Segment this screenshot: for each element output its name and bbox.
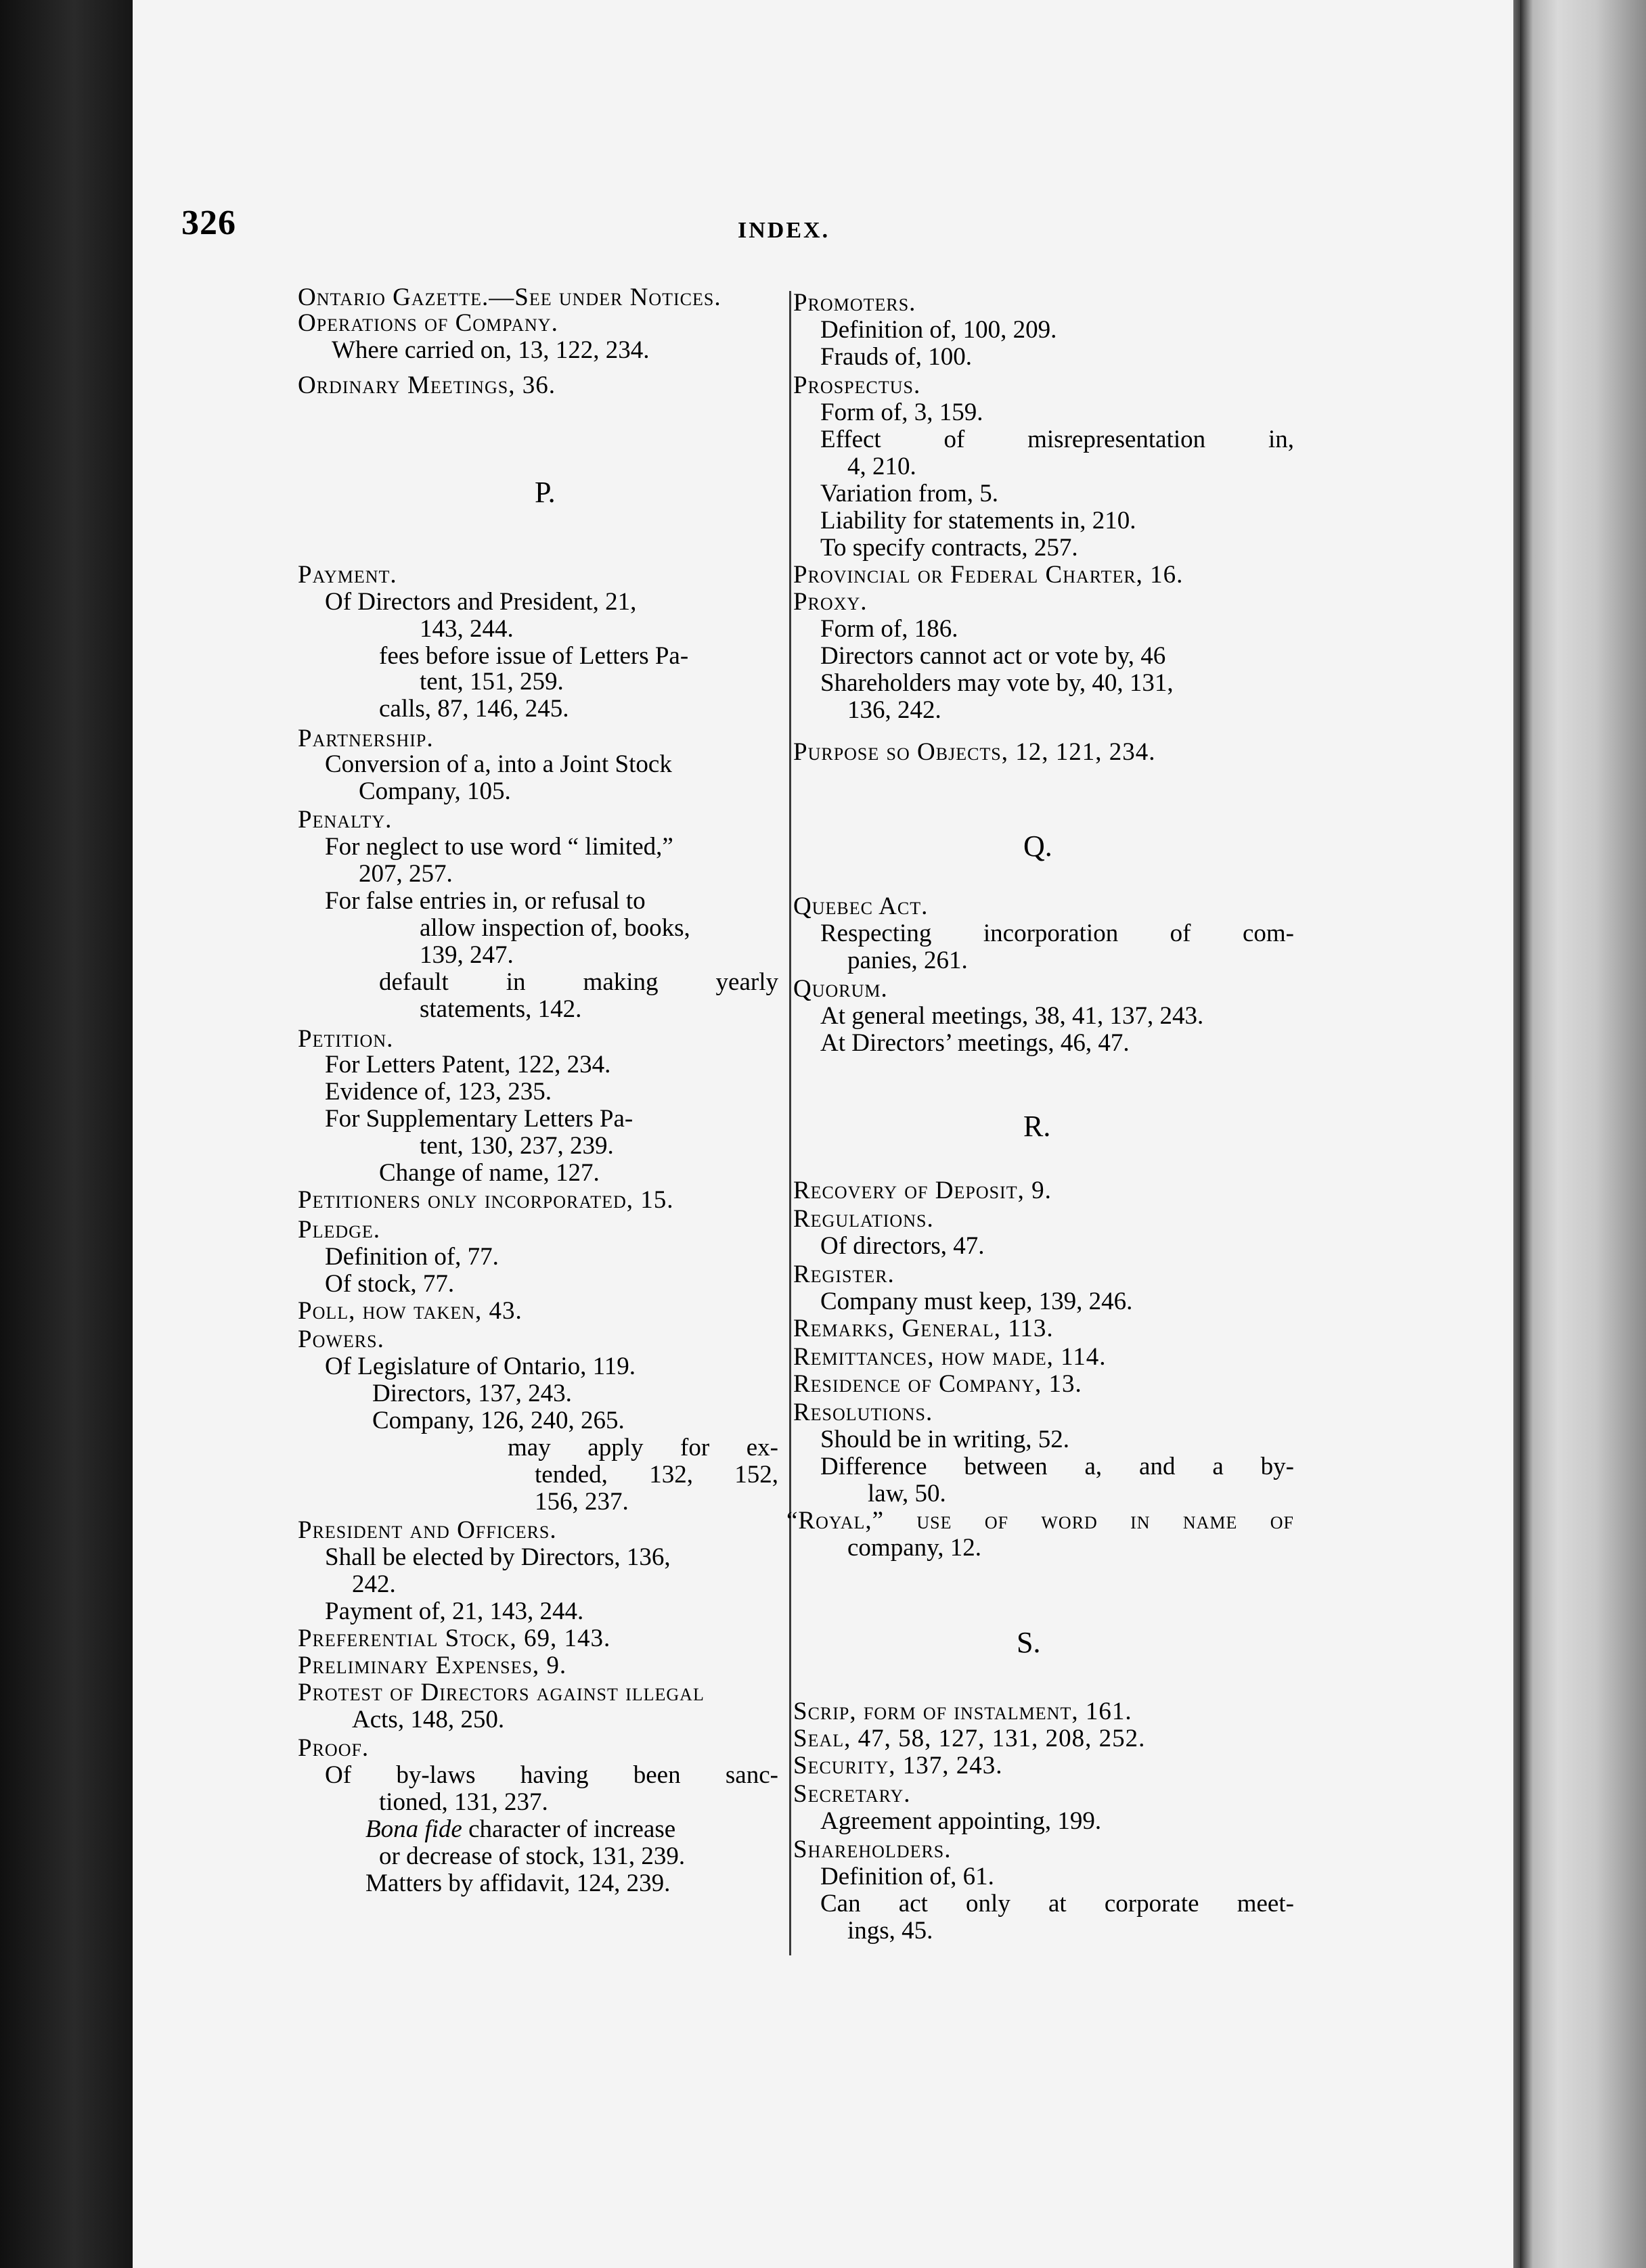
index-entry: Should be in writing, 52.	[820, 1426, 1069, 1453]
index-entry: 207, 257.	[359, 860, 453, 888]
index-heading: “Royal,” use of word in name of	[786, 1507, 1294, 1535]
index-entry: fees before issue of Letters Pa-	[379, 642, 689, 670]
index-heading: Remittances, how made, 114.	[793, 1343, 1107, 1371]
index-entry: At Directors’ meetings, 46, 47.	[820, 1029, 1130, 1057]
index-entry: 242.	[352, 1570, 396, 1598]
index-heading: Pledge.	[298, 1216, 381, 1244]
index-entry: Definition of, 77.	[325, 1243, 499, 1271]
index-entry: tent, 130, 237, 239.	[420, 1132, 614, 1160]
index-entry: To specify contracts, 257.	[820, 534, 1078, 562]
index-entry: For Letters Patent, 122, 234.	[325, 1051, 611, 1079]
adjacent-page-edge	[1520, 0, 1646, 2268]
index-entry: 4, 210.	[847, 453, 916, 480]
index-heading: Ordinary Meetings, 36.	[298, 371, 556, 399]
index-heading: Secretary.	[793, 1780, 911, 1808]
index-entry: company, 12.	[847, 1534, 981, 1562]
index-entry: or decrease of stock, 131, 239.	[379, 1842, 686, 1870]
index-heading: Proxy.	[793, 588, 868, 616]
index-heading: Scrip, form of instalment, 161.	[793, 1698, 1132, 1725]
index-heading: Provincial or Federal Charter, 16.	[793, 561, 1184, 589]
index-heading: Powers.	[298, 1325, 384, 1353]
index-heading: Security, 137, 243.	[793, 1752, 1003, 1779]
index-entry: law, 50.	[868, 1480, 946, 1507]
index-entry: Of directors, 47.	[820, 1232, 985, 1260]
index-entry: For neglect to use word “ limited,”	[325, 833, 673, 861]
index-entry: Bona fide character of increase	[365, 1815, 676, 1843]
index-entry: tent, 151, 259.	[420, 668, 564, 696]
index-entry: For Supplementary Letters Pa-	[325, 1105, 633, 1133]
index-entry: 143, 244.	[420, 615, 514, 643]
index-heading: Prospectus.	[793, 371, 921, 399]
book-binding-left	[0, 0, 135, 2268]
index-entry: 139, 247.	[420, 941, 514, 969]
index-entry: Shareholders may vote by, 40, 131,	[820, 669, 1174, 697]
index-heading: Recovery of Deposit, 9.	[793, 1177, 1052, 1204]
index-entry: Definition of, 100, 209.	[820, 316, 1057, 344]
index-heading: Proof.	[298, 1734, 370, 1762]
index-heading: Preliminary Expenses, 9.	[298, 1652, 567, 1679]
index-entry: Of Legislature of Ontario, 119.	[325, 1353, 636, 1380]
index-heading: Penalty.	[298, 806, 393, 834]
section-letter: R.	[1023, 1110, 1051, 1143]
index-heading: Remarks, General, 113.	[793, 1315, 1054, 1342]
index-entry: Respecting incorporation of com-	[820, 920, 1294, 947]
index-entry: Of Directors and President, 21,	[325, 588, 637, 616]
index-entry: Company, 105.	[359, 777, 511, 805]
index-entry: Change of name, 127.	[379, 1159, 600, 1187]
page-number: 326	[181, 204, 236, 242]
index-entry: Where carried on, 13, 122, 234.	[332, 336, 650, 364]
index-entry: Matters by affidavit, 124, 239.	[365, 1869, 671, 1897]
index-entry: Frauds of, 100.	[820, 343, 973, 371]
index-entry: Of stock, 77.	[325, 1270, 455, 1298]
index-entry: Difference between a, and a by-	[820, 1453, 1294, 1480]
index-entry: statements, 142.	[420, 995, 582, 1023]
index-entry: Company must keep, 139, 246.	[820, 1288, 1133, 1315]
index-entry: Evidence of, 123, 235.	[325, 1078, 552, 1106]
index-entry: tioned, 131, 237.	[379, 1788, 548, 1816]
index-heading: President and Officers.	[298, 1516, 557, 1544]
index-entry: Payment of, 21, 143, 244.	[325, 1597, 584, 1625]
index-heading: Promoters.	[793, 289, 916, 317]
index-entry: tended, 132, 152,	[535, 1461, 778, 1489]
index-heading: Register.	[793, 1261, 895, 1288]
index-entry: Conversion of a, into a Joint Stock	[325, 750, 672, 778]
index-entry: Effect of misrepresentation in,	[820, 426, 1294, 453]
index-heading: Partnership.	[298, 725, 434, 752]
index-entry: Directors cannot act or vote by, 46	[820, 642, 1166, 670]
index-entry: panies, 261.	[847, 947, 968, 974]
index-entry: Liability for statements in, 210.	[820, 507, 1136, 535]
index-heading: Payment.	[298, 561, 397, 589]
index-entry: Shall be elected by Directors, 136,	[325, 1543, 671, 1571]
running-head: INDEX.	[738, 218, 830, 243]
index-entry: Variation from, 5.	[820, 480, 999, 507]
section-letter: Q.	[1023, 830, 1052, 863]
index-entry: For false entries in, or refusal to	[325, 887, 646, 915]
index-heading: Petition.	[298, 1025, 394, 1053]
index-entry: 136, 242.	[847, 696, 941, 724]
index-entry: Directors, 137, 243.	[372, 1380, 572, 1407]
index-entry: 156, 237.	[535, 1488, 629, 1516]
column-rule	[789, 291, 791, 1955]
index-heading: Quorum.	[793, 975, 888, 1003]
index-entry: Can act only at corporate meet-	[820, 1890, 1294, 1918]
index-heading: Poll, how taken, 43.	[298, 1297, 522, 1325]
index-entry: Form of, 186.	[820, 615, 958, 643]
index-entry: may apply for ex-	[508, 1434, 778, 1461]
index-entry: calls, 87, 146, 245.	[379, 695, 569, 723]
index-entry: Of by-laws having been sanc-	[325, 1761, 778, 1789]
index-entry: ings, 45.	[847, 1917, 933, 1945]
index-heading: Ontario Gazette.—See under Notices.	[298, 284, 721, 311]
index-entry: allow inspection of, books,	[420, 914, 690, 942]
index-heading: Shareholders.	[793, 1836, 952, 1863]
index-heading: Regulations.	[793, 1205, 934, 1233]
index-entry: Form of, 3, 159.	[820, 399, 983, 426]
index-heading: Residence of Company, 13.	[793, 1370, 1082, 1398]
index-heading: Protest of Directors against illegal	[298, 1679, 705, 1706]
index-entry: Company, 126, 240, 265.	[372, 1407, 625, 1434]
section-letter: P.	[535, 476, 556, 509]
index-heading: Preferential Stock, 69, 143.	[298, 1625, 611, 1652]
index-entry: default in making yearly	[379, 968, 778, 996]
index-entry: Acts, 148, 250.	[352, 1706, 505, 1733]
index-heading: Petitioners only incorporated, 15.	[298, 1186, 674, 1214]
index-heading: Seal, 47, 58, 127, 131, 208, 252.	[793, 1725, 1146, 1752]
index-entry: Definition of, 61.	[820, 1863, 994, 1890]
index-entry: At general meetings, 38, 41, 137, 243.	[820, 1002, 1204, 1030]
index-entry: Agreement appointing, 199.	[820, 1807, 1102, 1835]
index-heading: Purpose so Objects, 12, 121, 234.	[793, 738, 1156, 766]
index-heading: Quebec Act.	[793, 892, 929, 920]
index-heading: Resolutions.	[793, 1399, 933, 1426]
section-letter: S.	[1017, 1626, 1041, 1659]
index-heading: Operations of Company.	[298, 309, 558, 337]
